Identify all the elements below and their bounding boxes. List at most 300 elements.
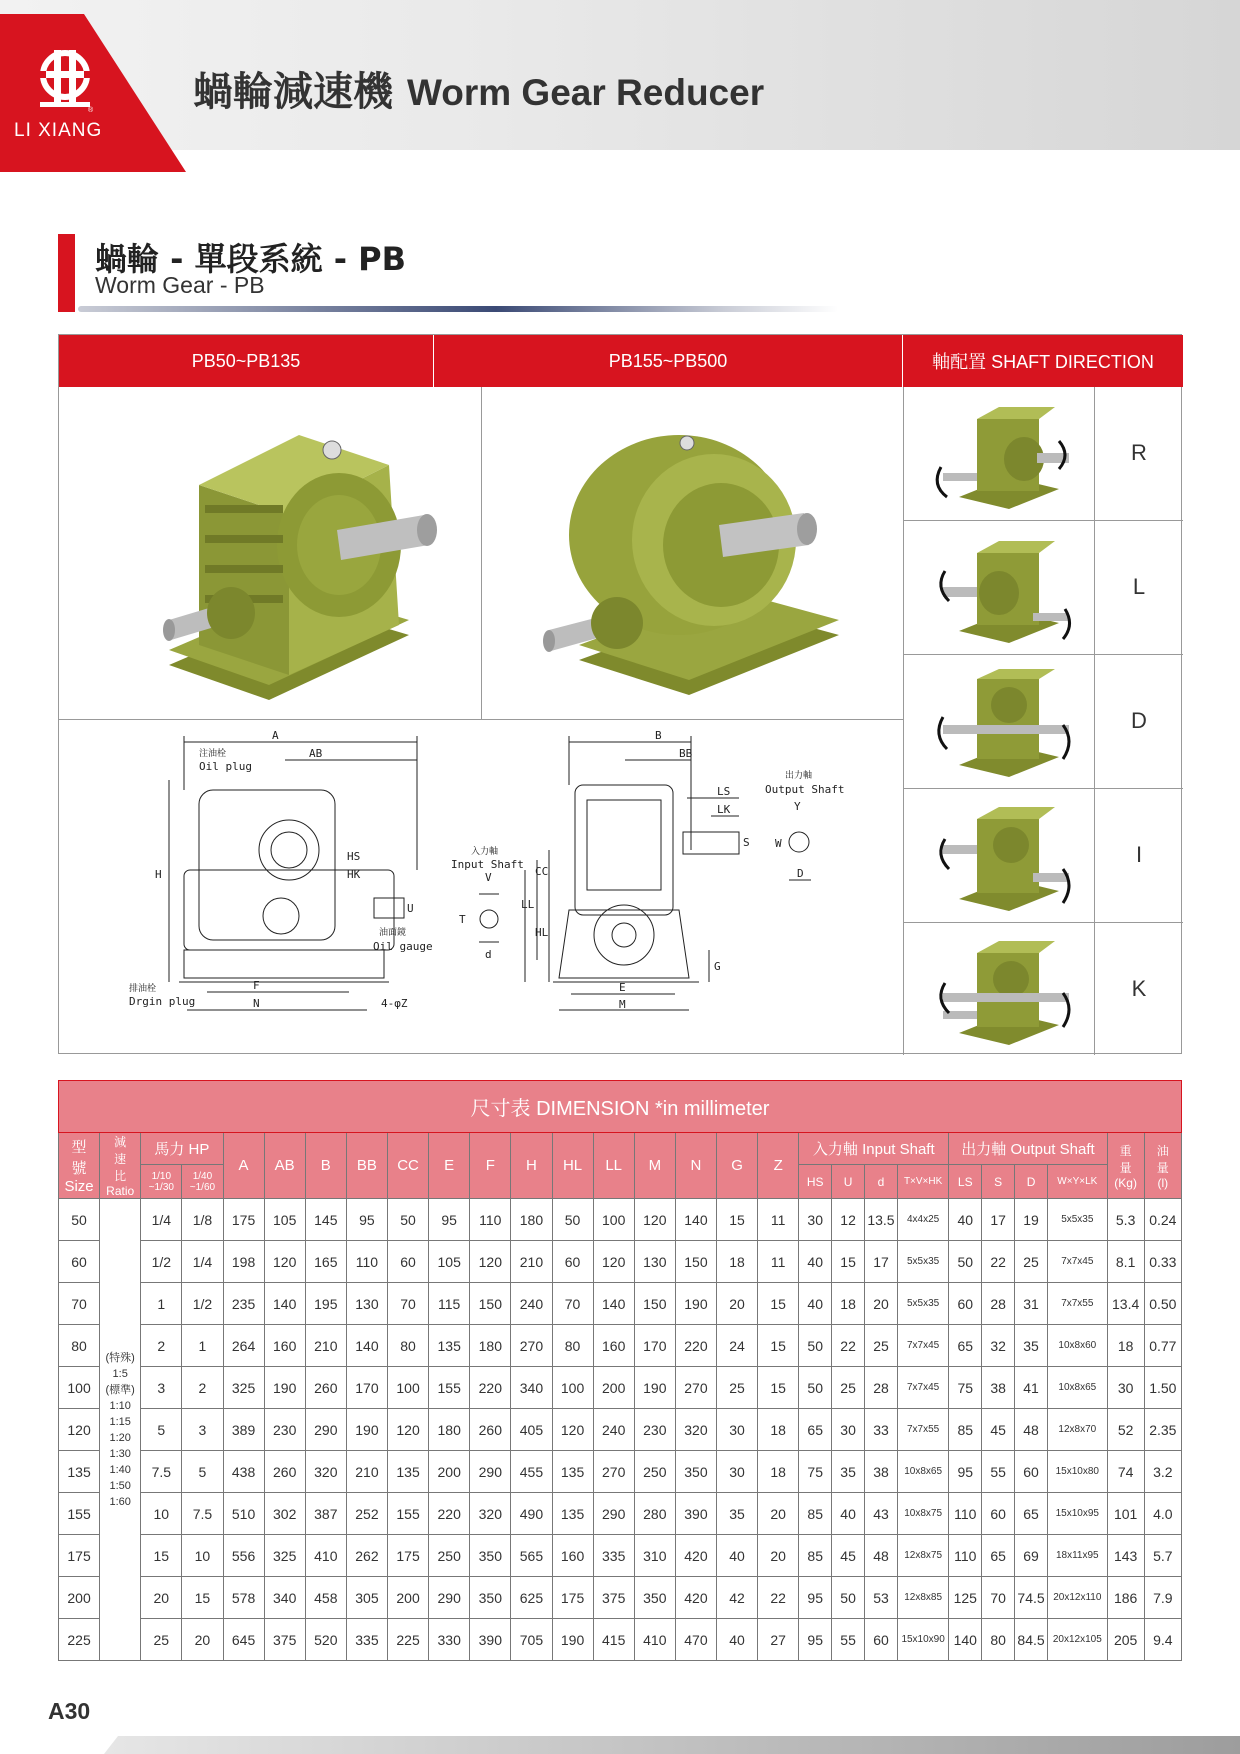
- header-dim-cc: [388, 1133, 429, 1199]
- header-dim-ab: [264, 1133, 305, 1199]
- table-cell: 10x8x65: [1048, 1367, 1108, 1409]
- table-cell: 200: [59, 1577, 100, 1619]
- svg-text:®: ®: [88, 107, 94, 114]
- table-cell: 145: [305, 1199, 346, 1241]
- ratio-text: 1:5: [112, 1367, 128, 1380]
- table-cell: 186: [1107, 1577, 1144, 1619]
- table-cell: 160: [593, 1325, 634, 1367]
- header-output-3: [1048, 1165, 1108, 1199]
- table-cell: 4x4x25: [897, 1199, 948, 1241]
- svg-text:AB: AB: [309, 747, 323, 760]
- table-cell: 30: [717, 1451, 758, 1493]
- table-cell: 20: [758, 1535, 799, 1577]
- table-cell: 5: [182, 1451, 223, 1493]
- page-title: [193, 60, 764, 117]
- table-cell: 50: [59, 1199, 100, 1241]
- table-cell: 200: [388, 1577, 429, 1619]
- header-text: N: [690, 1157, 702, 1174]
- table-cell: 95: [949, 1451, 982, 1493]
- table-cell: 225: [59, 1619, 100, 1661]
- shaft-direction-r-image: [929, 397, 1079, 515]
- table-cell: 1/8: [182, 1199, 223, 1241]
- table-cell: 1/2: [182, 1283, 223, 1325]
- header-output-0: [949, 1165, 982, 1199]
- table-cell: 565: [511, 1535, 552, 1577]
- header-text: 油: [1156, 1143, 1169, 1158]
- table-cell: 40: [799, 1241, 832, 1283]
- table-cell: 110: [949, 1493, 982, 1535]
- table-cell: 15: [182, 1577, 223, 1619]
- shaft-direction-k-image: [929, 933, 1079, 1051]
- header-text: 1/40: [192, 1170, 213, 1182]
- table-cell: 270: [593, 1451, 634, 1493]
- header-size: [59, 1133, 100, 1199]
- table-cell: 70: [388, 1283, 429, 1325]
- shaft-direction-label-r: R: [1131, 440, 1147, 465]
- svg-text:注油栓: 注油栓: [199, 749, 227, 759]
- table-cell: 195: [305, 1283, 346, 1325]
- table-cell: 130: [634, 1241, 675, 1283]
- table-cell: 55: [982, 1451, 1015, 1493]
- svg-text:Oil plug: Oil plug: [199, 760, 252, 773]
- table-cell: 7.9: [1144, 1577, 1181, 1619]
- svg-text:D: D: [797, 867, 804, 880]
- table-cell: 35: [832, 1451, 865, 1493]
- table-cell: 15: [717, 1199, 758, 1241]
- table-cell: 15: [832, 1241, 865, 1283]
- table-cell: 2.35: [1144, 1409, 1181, 1451]
- table-cell: 200: [429, 1451, 470, 1493]
- table-cell: 252: [346, 1493, 387, 1535]
- table-cell: 135: [388, 1451, 429, 1493]
- svg-text:F: F: [253, 979, 260, 992]
- header-hp-sub2: [182, 1165, 223, 1199]
- table-cell: 12: [832, 1199, 865, 1241]
- header-dim-bb: [346, 1133, 387, 1199]
- table-cell: 320: [470, 1493, 511, 1535]
- table-cell: 135: [429, 1325, 470, 1367]
- section-accent-bar: [58, 234, 75, 312]
- table-cell: 15: [758, 1367, 799, 1409]
- header-input-3: [897, 1165, 948, 1199]
- table-cell: 110: [470, 1199, 511, 1241]
- table-cell: 100: [593, 1199, 634, 1241]
- table-cell: 290: [429, 1577, 470, 1619]
- table-cell: 198: [223, 1241, 264, 1283]
- table-cell: 170: [634, 1325, 675, 1367]
- table-cell: 330: [429, 1619, 470, 1661]
- header-input-shaft: [799, 1133, 949, 1165]
- table-cell: 28: [865, 1367, 898, 1409]
- table-cell: 350: [634, 1577, 675, 1619]
- header-weight: [1107, 1133, 1144, 1199]
- table-cell: 350: [470, 1577, 511, 1619]
- header-text: Size: [64, 1178, 94, 1195]
- svg-text:排油栓: 排油栓: [129, 984, 157, 994]
- divider: [903, 520, 1183, 521]
- header-text: d: [877, 1174, 885, 1189]
- header-dim-f: [470, 1133, 511, 1199]
- table-cell: 190: [346, 1409, 387, 1451]
- shaft-direction-label-i: I: [1135, 842, 1143, 867]
- section-subtitle: Worm Gear - PB: [95, 272, 265, 298]
- table-cell: 250: [429, 1535, 470, 1577]
- table-cell: 170: [346, 1367, 387, 1409]
- header-output-2: [1015, 1165, 1048, 1199]
- table-cell: 18: [758, 1409, 799, 1451]
- table-cell: 50: [799, 1325, 832, 1367]
- svg-text:W: W: [775, 837, 782, 850]
- table-cell: 150: [470, 1283, 511, 1325]
- table-cell: 53: [865, 1577, 898, 1619]
- table-cell: 420: [675, 1577, 716, 1619]
- header-text: E: [444, 1157, 455, 1174]
- table-cell: 143: [1107, 1535, 1144, 1577]
- header-text: A: [238, 1157, 249, 1174]
- header-hp: [141, 1133, 223, 1165]
- header-input-0: [799, 1165, 832, 1199]
- table-cell: 40: [832, 1493, 865, 1535]
- table-cell: 264: [223, 1325, 264, 1367]
- table-cell: 140: [346, 1325, 387, 1367]
- svg-text:A: A: [272, 729, 279, 742]
- table-cell: 7x7x45: [897, 1367, 948, 1409]
- header-text: LL: [605, 1157, 623, 1174]
- shaft-direction-label-l: L: [1132, 574, 1146, 599]
- ratio-text: 1:50: [109, 1479, 131, 1492]
- table-cell: 390: [675, 1493, 716, 1535]
- table-cell: 240: [593, 1409, 634, 1451]
- table-cell: 105: [429, 1241, 470, 1283]
- table-cell: 20x12x105: [1048, 1619, 1108, 1661]
- table-cell: 13.5: [865, 1199, 898, 1241]
- title-zh: 蝸輪減速機: [193, 69, 393, 115]
- table-cell: 48: [865, 1535, 898, 1577]
- table-cell: 4.0: [1144, 1493, 1181, 1535]
- table-cell: 7.5: [182, 1493, 223, 1535]
- table-cell: 55: [832, 1619, 865, 1661]
- table-row: [59, 1325, 1182, 1367]
- table-cell: 18: [758, 1451, 799, 1493]
- table-row: [59, 1535, 1182, 1577]
- table-cell: 340: [511, 1367, 552, 1409]
- table-cell: 50: [832, 1577, 865, 1619]
- svg-text:CC: CC: [535, 865, 549, 878]
- header-text: S: [994, 1174, 1003, 1189]
- table-cell: 140: [675, 1199, 716, 1241]
- header-dim-ll: [593, 1133, 634, 1199]
- table-cell: 520: [305, 1619, 346, 1661]
- table-cell: 20: [141, 1577, 182, 1619]
- table-cell: 1/2: [141, 1241, 182, 1283]
- table-cell: 175: [59, 1535, 100, 1577]
- table-cell: 80: [388, 1325, 429, 1367]
- table-cell: 578: [223, 1577, 264, 1619]
- table-cell: 220: [470, 1367, 511, 1409]
- table-cell: 305: [346, 1577, 387, 1619]
- table-cell: 60: [1015, 1451, 1048, 1493]
- table-cell: 262: [346, 1535, 387, 1577]
- table-cell: 320: [305, 1451, 346, 1493]
- table-cell: 100: [59, 1367, 100, 1409]
- table-cell: 10x8x60: [1048, 1325, 1108, 1367]
- table-cell: 705: [511, 1619, 552, 1661]
- shaft-direction-label-k: K: [1131, 976, 1147, 1001]
- table-cell: 12x8x85: [897, 1577, 948, 1619]
- table-cell: 18x11x95: [1048, 1535, 1108, 1577]
- table-cell: 556: [223, 1535, 264, 1577]
- table-cell: 80: [59, 1325, 100, 1367]
- table-cell: 60: [865, 1619, 898, 1661]
- table-cell: 18: [717, 1241, 758, 1283]
- header-dim-hl: [552, 1133, 593, 1199]
- header-text: (Kg): [1114, 1175, 1137, 1190]
- table-cell: 3: [141, 1367, 182, 1409]
- table-cell: 75: [799, 1451, 832, 1493]
- table-cell: 60: [982, 1493, 1015, 1535]
- figure-header-shaft-direction: 軸配置 SHAFT DIRECTION: [903, 335, 1183, 387]
- ratio-text: 1:15: [109, 1415, 131, 1428]
- table-cell: 20: [865, 1283, 898, 1325]
- header-text: 速: [114, 1152, 127, 1166]
- table-row: [59, 1451, 1182, 1493]
- header-input-2: [865, 1165, 898, 1199]
- page-number: A30: [48, 1698, 91, 1724]
- table-cell: 7x7x55: [897, 1409, 948, 1451]
- table-cell: 40: [717, 1535, 758, 1577]
- table-cell: 10: [182, 1535, 223, 1577]
- table-cell: 52: [1107, 1409, 1144, 1451]
- divider: [903, 922, 1183, 923]
- table-row: [59, 1493, 1182, 1535]
- header-text: B: [320, 1157, 331, 1174]
- brand-logo-icon: [34, 44, 96, 114]
- table-cell: 120: [264, 1241, 305, 1283]
- svg-text:Y: Y: [794, 800, 801, 813]
- table-cell: 38: [865, 1451, 898, 1493]
- table-cell: 40: [799, 1283, 832, 1325]
- table-row: [59, 1619, 1182, 1661]
- table-cell: 190: [675, 1283, 716, 1325]
- ratio-text: (特殊): [105, 1351, 135, 1364]
- table-cell: 18: [1107, 1325, 1144, 1367]
- table-cell: 350: [675, 1451, 716, 1493]
- table-cell: 420: [675, 1535, 716, 1577]
- table-cell: 5: [141, 1409, 182, 1451]
- svg-text:LS: LS: [717, 785, 731, 798]
- table-cell: 230: [634, 1409, 675, 1451]
- table-cell: 70: [982, 1577, 1015, 1619]
- table-cell: 120: [552, 1409, 593, 1451]
- table-cell: 140: [593, 1283, 634, 1325]
- header-text: H: [526, 1157, 537, 1174]
- header-output-1: [982, 1165, 1015, 1199]
- table-cell: 30: [832, 1409, 865, 1451]
- table-cell: 200: [593, 1367, 634, 1409]
- table-cell: 28: [982, 1283, 1015, 1325]
- header-text: Ratio: [106, 1184, 135, 1198]
- table-row: [59, 1367, 1182, 1409]
- shaft-direction-i-image: [929, 799, 1079, 917]
- footer-bar: [104, 1736, 1240, 1754]
- table-cell: 35: [1015, 1325, 1048, 1367]
- table-cell: 80: [982, 1619, 1015, 1661]
- table-cell: 235: [223, 1283, 264, 1325]
- ratio-text: 1:40: [109, 1463, 131, 1476]
- table-cell: 280: [634, 1493, 675, 1535]
- table-cell: 110: [346, 1241, 387, 1283]
- table-cell: 290: [593, 1493, 634, 1535]
- header-dim-h: [511, 1133, 552, 1199]
- svg-text:入力軸: 入力軸: [471, 847, 499, 857]
- table-cell: 250: [634, 1451, 675, 1493]
- table-cell: 290: [305, 1409, 346, 1451]
- table-cell: 5x5x35: [1048, 1199, 1108, 1241]
- table-cell: 135: [59, 1451, 100, 1493]
- table-cell: 510: [223, 1493, 264, 1535]
- table-cell: 340: [264, 1577, 305, 1619]
- table-cell: 17: [982, 1199, 1015, 1241]
- table-cell: 150: [634, 1283, 675, 1325]
- header-text: F: [485, 1157, 495, 1174]
- table-cell: 325: [264, 1535, 305, 1577]
- table-cell: 7.5: [141, 1451, 182, 1493]
- ratio-text: 1:20: [109, 1431, 131, 1444]
- table-cell: 160: [264, 1325, 305, 1367]
- table-cell: 210: [511, 1241, 552, 1283]
- header-text: (l): [1157, 1175, 1169, 1190]
- header-dim-z: [758, 1133, 799, 1199]
- divider: [903, 387, 904, 1055]
- svg-text:S: S: [743, 836, 750, 849]
- svg-text:BB: BB: [679, 747, 693, 760]
- table-cell: 25: [832, 1367, 865, 1409]
- header-text: 量: [1119, 1160, 1132, 1175]
- table-cell: 50: [388, 1199, 429, 1241]
- shaft-direction-l-image: [929, 531, 1079, 649]
- svg-text:d: d: [485, 948, 492, 961]
- table-cell: 470: [675, 1619, 716, 1661]
- table-cell: 260: [264, 1451, 305, 1493]
- table-cell: 30: [1107, 1367, 1144, 1409]
- header-text: 1/10: [151, 1170, 172, 1182]
- table-cell: 5.7: [1144, 1535, 1181, 1577]
- table-cell: 135: [552, 1451, 593, 1493]
- header-text: Z: [773, 1157, 783, 1174]
- table-cell: 9.4: [1144, 1619, 1181, 1661]
- table-cell: 490: [511, 1493, 552, 1535]
- section-title: 蝸輪 - 單段系統 - PB: [95, 240, 406, 278]
- svg-text:HS: HS: [347, 850, 361, 863]
- table-cell: 180: [470, 1325, 511, 1367]
- header-text: M: [648, 1157, 662, 1174]
- table-cell: 32: [982, 1325, 1015, 1367]
- table-cell: 0.50: [1144, 1283, 1181, 1325]
- table-cell: 42: [717, 1577, 758, 1619]
- header-dim-g: [717, 1133, 758, 1199]
- table-cell: 20: [717, 1283, 758, 1325]
- table-row: [59, 1577, 1182, 1619]
- header-text: T×V×HK: [903, 1176, 943, 1188]
- table-cell: 10x8x65: [897, 1451, 948, 1493]
- svg-text:油面鏡: 油面鏡: [379, 928, 407, 938]
- table-cell: 25: [865, 1325, 898, 1367]
- table-cell: 12x8x75: [897, 1535, 948, 1577]
- table-cell: 1/4: [141, 1199, 182, 1241]
- table-row: [59, 1409, 1182, 1451]
- svg-text:U: U: [407, 902, 414, 915]
- table-cell: 7x7x45: [1048, 1241, 1108, 1283]
- ratio-cell: [100, 1199, 141, 1661]
- table-cell: 30: [717, 1409, 758, 1451]
- table-cell: 270: [675, 1367, 716, 1409]
- header-text: G: [731, 1157, 743, 1174]
- header-text: 號: [71, 1160, 87, 1177]
- table-cell: 15x10x95: [1048, 1493, 1108, 1535]
- table-cell: 5x5x35: [897, 1283, 948, 1325]
- header-dim-n: [675, 1133, 716, 1199]
- gear-reducer-pb155-image: [539, 405, 879, 705]
- divider: [481, 387, 482, 719]
- table-cell: 40: [949, 1199, 982, 1241]
- table-cell: 10x8x75: [897, 1493, 948, 1535]
- header-text: CC: [397, 1157, 419, 1174]
- header-text: 馬力 HP: [154, 1141, 210, 1159]
- table-cell: 350: [470, 1535, 511, 1577]
- table-cell: 2: [141, 1325, 182, 1367]
- header-dim-m: [634, 1133, 675, 1199]
- table-cell: 11: [758, 1241, 799, 1283]
- table-cell: 0.77: [1144, 1325, 1181, 1367]
- table-cell: 230: [264, 1409, 305, 1451]
- table-cell: 41: [1015, 1367, 1048, 1409]
- table-cell: 1/4: [182, 1241, 223, 1283]
- svg-text:Output Shaft: Output Shaft: [765, 783, 845, 796]
- table-cell: 74.5: [1015, 1577, 1048, 1619]
- table-cell: 120: [593, 1241, 634, 1283]
- header-hp-sub1: [141, 1165, 182, 1199]
- table-cell: 70: [552, 1283, 593, 1325]
- table-row: [59, 1241, 1182, 1283]
- table-cell: 175: [388, 1535, 429, 1577]
- gear-reducer-pb50-image: [149, 405, 469, 705]
- header-text: 重: [1119, 1143, 1132, 1158]
- table-cell: 85: [799, 1493, 832, 1535]
- header-text: 比: [114, 1169, 127, 1183]
- dimension-drawing: [59, 720, 903, 1054]
- table-cell: 3: [182, 1409, 223, 1451]
- table-cell: 125: [949, 1577, 982, 1619]
- svg-text:G: G: [714, 960, 721, 973]
- header-text: 型: [71, 1139, 87, 1156]
- table-cell: 50: [949, 1241, 982, 1283]
- figure-header-pb155-500: PB155~PB500: [434, 335, 903, 387]
- table-cell: 387: [305, 1493, 346, 1535]
- svg-text:4-φZ: 4-φZ: [381, 997, 408, 1010]
- brand-name: LI XIANG: [14, 120, 103, 141]
- svg-text:N: N: [253, 997, 260, 1010]
- table-row: [59, 1199, 1182, 1241]
- header-text: ~1/30: [148, 1181, 174, 1193]
- svg-text:Oil gauge: Oil gauge: [373, 940, 433, 953]
- dimension-table: [58, 1080, 1182, 1661]
- table-cell: 20x12x110: [1048, 1577, 1108, 1619]
- table-cell: 75: [949, 1367, 982, 1409]
- ratio-text: 1:30: [109, 1447, 131, 1460]
- header-text: D: [1026, 1174, 1036, 1189]
- table-cell: 43: [865, 1493, 898, 1535]
- table-cell: 160: [552, 1535, 593, 1577]
